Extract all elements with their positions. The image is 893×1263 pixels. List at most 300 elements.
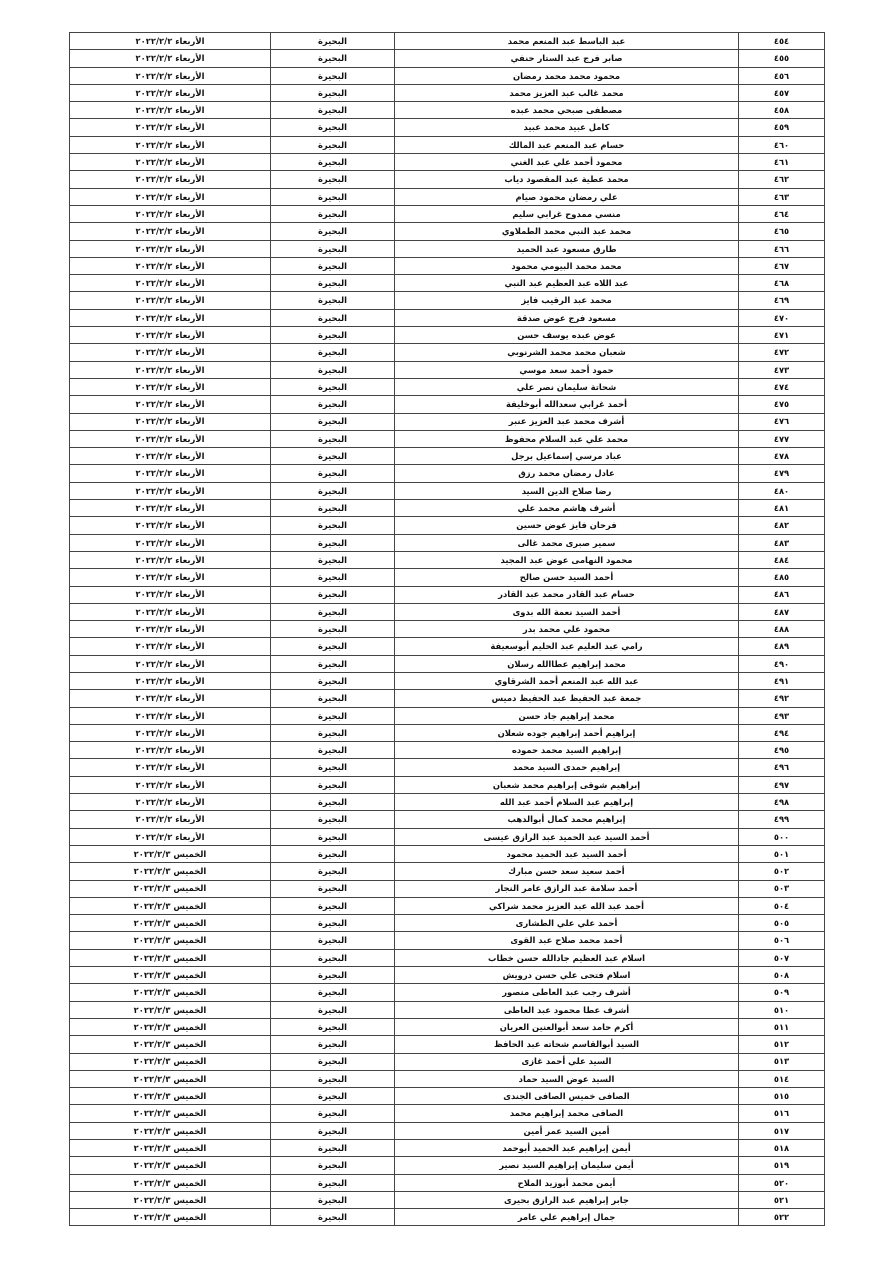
row-number-cell: ٤٨٧ (739, 603, 825, 620)
table-row (70, 1001, 825, 1018)
date-cell: الأربعاء ٢٠٢٢/٢/٢ (70, 67, 271, 84)
row-number-cell: ٤٦٥ (739, 223, 825, 240)
person-name-cell: عوض عبده يوسف حسن (395, 327, 739, 344)
table-row (70, 1191, 825, 1208)
table-row (70, 119, 825, 136)
row-number-cell: ٤٧٤ (739, 378, 825, 395)
person-name-cell: رضا صلاح الدين السيد (395, 482, 739, 499)
date-cell: الأربعاء ٢٠٢٢/٢/٢ (70, 344, 271, 361)
row-number-cell: ٥٠٢ (739, 863, 825, 880)
person-name-cell: فرحان فايز عوض حسين (395, 517, 739, 534)
governorate-cell: البحيرة (271, 551, 395, 568)
governorate-cell: البحيرة (271, 1070, 395, 1087)
governorate-cell: البحيرة (271, 396, 395, 413)
date-cell: الخميس ٢٠٢٢/٢/٣ (70, 880, 271, 897)
table-row (70, 759, 825, 776)
table-row (70, 690, 825, 707)
person-name-cell: أحمد عبد الله عبد العزيز محمد شراكي (395, 897, 739, 914)
governorate-cell: البحيرة (271, 776, 395, 793)
governorate-cell: البحيرة (271, 1140, 395, 1157)
row-number-cell: ٤٦٩ (739, 292, 825, 309)
governorate-cell: البحيرة (271, 119, 395, 136)
table-row (70, 897, 825, 914)
governorate-cell: البحيرة (271, 102, 395, 119)
row-number-cell: ٤٨٨ (739, 621, 825, 638)
date-cell: الخميس ٢٠٢٢/٢/٣ (70, 1122, 271, 1139)
table-row (70, 396, 825, 413)
table-row (70, 448, 825, 465)
governorate-cell: البحيرة (271, 655, 395, 672)
table-row (70, 361, 825, 378)
table-row (70, 776, 825, 793)
date-cell: الأربعاء ٢٠٢٢/٢/٢ (70, 430, 271, 447)
table-row (70, 102, 825, 119)
date-cell: الأربعاء ٢٠٢٢/٢/٢ (70, 569, 271, 586)
table-row (70, 932, 825, 949)
person-name-cell: السيد عوض السيد حماد (395, 1070, 739, 1087)
person-name-cell: أحمد السيد عبد الحميد محمود (395, 845, 739, 862)
date-cell: الخميس ٢٠٢٢/٢/٣ (70, 863, 271, 880)
table-row (70, 638, 825, 655)
governorate-cell: البحيرة (271, 205, 395, 222)
person-name-cell: أحمد السيد حسن صالح (395, 569, 739, 586)
table-row (70, 1036, 825, 1053)
date-cell: الأربعاء ٢٠٢٢/٢/٢ (70, 638, 271, 655)
date-cell: الأربعاء ٢٠٢٢/٢/٢ (70, 292, 271, 309)
row-number-cell: ٥١٥ (739, 1088, 825, 1105)
person-name-cell: محمود النهامى عوض عبد المجيد (395, 551, 739, 568)
table-row (70, 136, 825, 153)
person-name-cell: السيد علي أحمد غازى (395, 1053, 739, 1070)
row-number-cell: ٥١٦ (739, 1105, 825, 1122)
table-row (70, 949, 825, 966)
date-cell: الأربعاء ٢٠٢٢/٢/٢ (70, 586, 271, 603)
date-cell: الأربعاء ٢٠٢٢/٢/٢ (70, 482, 271, 499)
table-row (70, 1140, 825, 1157)
row-number-cell: ٤٩٠ (739, 655, 825, 672)
person-name-cell: محمود علي محمد بدر (395, 621, 739, 638)
governorate-cell: البحيرة (271, 759, 395, 776)
governorate-cell: البحيرة (271, 811, 395, 828)
row-number-cell: ٥١١ (739, 1018, 825, 1035)
governorate-cell: البحيرة (271, 67, 395, 84)
date-cell: الأربعاء ٢٠٢٢/٢/٢ (70, 84, 271, 101)
table-row (70, 863, 825, 880)
table-row (70, 880, 825, 897)
person-name-cell: عبد الله عبد المنعم أحمد الشرقاوي (395, 672, 739, 689)
person-name-cell: محمد إبراهيم عطاالله رسلان (395, 655, 739, 672)
governorate-cell: البحيرة (271, 932, 395, 949)
date-cell: الأربعاء ٢٠٢٢/٢/٢ (70, 413, 271, 430)
row-number-cell: ٤٧٥ (739, 396, 825, 413)
person-name-cell: اسلام عبد العظيم جادالله حسن خطاب (395, 949, 739, 966)
row-number-cell: ٤٨١ (739, 500, 825, 517)
person-name-cell: حمود أحمد سعد موسي (395, 361, 739, 378)
date-cell: الخميس ٢٠٢٢/٢/٣ (70, 1209, 271, 1226)
governorate-cell: البحيرة (271, 1001, 395, 1018)
person-name-cell: أشرف محمد عبد العزيز عنبر (395, 413, 739, 430)
table-row (70, 603, 825, 620)
person-name-cell: عبد اللاه عبد العظيم عبد النبي (395, 275, 739, 292)
governorate-cell: البحيرة (271, 361, 395, 378)
governorate-cell: البحيرة (271, 949, 395, 966)
governorate-cell: البحيرة (271, 223, 395, 240)
table-row (70, 482, 825, 499)
row-number-cell: ٥٠٨ (739, 967, 825, 984)
row-number-cell: ٤٧٢ (739, 344, 825, 361)
person-name-cell: شعبان محمد محمد الشرنوبي (395, 344, 739, 361)
row-number-cell: ٤٨٩ (739, 638, 825, 655)
governorate-cell: البحيرة (271, 1018, 395, 1035)
table-row (70, 84, 825, 101)
date-cell: الخميس ٢٠٢٢/٢/٣ (70, 845, 271, 862)
date-cell: الأربعاء ٢٠٢٢/٢/٢ (70, 448, 271, 465)
date-cell: الأربعاء ٢٠٢٢/٢/٢ (70, 794, 271, 811)
table-row (70, 33, 825, 50)
person-name-cell: أمين السيد عمر أمين (395, 1122, 739, 1139)
row-number-cell: ٤٧٩ (739, 465, 825, 482)
person-name-cell: أحمد محمد صلاح عبد القوى (395, 932, 739, 949)
row-number-cell: ٥٠٤ (739, 897, 825, 914)
table-row (70, 794, 825, 811)
person-name-cell: منسي ممدوح غرابي سليم (395, 205, 739, 222)
table-row (70, 205, 825, 222)
date-cell: الخميس ٢٠٢٢/٢/٣ (70, 1140, 271, 1157)
row-number-cell: ٤٨٦ (739, 586, 825, 603)
date-cell: الخميس ٢٠٢٢/٢/٣ (70, 984, 271, 1001)
person-name-cell: سمير صبرى محمد غالى (395, 534, 739, 551)
row-number-cell: ٥٠٣ (739, 880, 825, 897)
row-number-cell: ٤٥٥ (739, 50, 825, 67)
governorate-cell: البحيرة (271, 586, 395, 603)
governorate-cell: البحيرة (271, 482, 395, 499)
person-name-cell: مسعود فرج عوض صدقة (395, 309, 739, 326)
table-row (70, 1018, 825, 1035)
date-cell: الأربعاء ٢٠٢٢/٢/٢ (70, 500, 271, 517)
person-name-cell: أيمن محمد أبوزيد الملاح (395, 1174, 739, 1191)
row-number-cell: ٤٩٣ (739, 707, 825, 724)
row-number-cell: ٤٦٨ (739, 275, 825, 292)
table-row (70, 344, 825, 361)
person-name-cell: شحاتة سليمان نصر علي (395, 378, 739, 395)
row-number-cell: ٤٥٦ (739, 67, 825, 84)
person-name-cell: محمد عبد الرقيب فايز (395, 292, 739, 309)
row-number-cell: ٤٩٧ (739, 776, 825, 793)
governorate-cell: البحيرة (271, 33, 395, 50)
governorate-cell: البحيرة (271, 154, 395, 171)
date-cell: الأربعاء ٢٠٢٢/٢/٢ (70, 828, 271, 845)
date-cell: الأربعاء ٢٠٢٢/٢/٢ (70, 672, 271, 689)
row-number-cell: ٤٦٣ (739, 188, 825, 205)
row-number-cell: ٤٥٧ (739, 84, 825, 101)
row-number-cell: ٤٧٣ (739, 361, 825, 378)
governorate-cell: البحيرة (271, 880, 395, 897)
person-name-cell: أحمد السيد عبد الحميد عبد الرازق عيسى (395, 828, 739, 845)
person-name-cell: أشرف هاشم محمد علي (395, 500, 739, 517)
roster-table (69, 32, 825, 1226)
date-cell: الخميس ٢٠٢٢/٢/٣ (70, 1191, 271, 1208)
governorate-cell: البحيرة (271, 984, 395, 1001)
table-row (70, 655, 825, 672)
person-name-cell: إبراهيم حمدى السيد محمد (395, 759, 739, 776)
person-name-cell: محمد عطية عبد المقصود دياب (395, 171, 739, 188)
person-name-cell: إبراهيم عبد السلام أحمد عبد الله (395, 794, 739, 811)
row-number-cell: ٥١٧ (739, 1122, 825, 1139)
person-name-cell: إبراهيم محمد كمال أبوالدهب (395, 811, 739, 828)
date-cell: الخميس ٢٠٢٢/٢/٣ (70, 967, 271, 984)
table-row (70, 50, 825, 67)
row-number-cell: ٤٧٦ (739, 413, 825, 430)
row-number-cell: ٤٩٢ (739, 690, 825, 707)
date-cell: الأربعاء ٢٠٢٢/٢/٢ (70, 396, 271, 413)
row-number-cell: ٥٠٥ (739, 915, 825, 932)
row-number-cell: ٥١٢ (739, 1036, 825, 1053)
table-row (70, 275, 825, 292)
governorate-cell: البحيرة (271, 534, 395, 551)
date-cell: الخميس ٢٠٢٢/٢/٣ (70, 915, 271, 932)
table-row (70, 1157, 825, 1174)
date-cell: الأربعاء ٢٠٢٢/٢/٢ (70, 534, 271, 551)
person-name-cell: إبراهيم شوقى إبراهيم محمد شعبان (395, 776, 739, 793)
row-number-cell: ٥٠١ (739, 845, 825, 862)
date-cell: الخميس ٢٠٢٢/٢/٣ (70, 932, 271, 949)
governorate-cell: البحيرة (271, 430, 395, 447)
governorate-cell: البحيرة (271, 500, 395, 517)
person-name-cell: أيمن إبراهيم عبد الحميد أبوحمد (395, 1140, 739, 1157)
date-cell: الأربعاء ٢٠٢٢/٢/٢ (70, 275, 271, 292)
row-number-cell: ٤٩٦ (739, 759, 825, 776)
date-cell: الأربعاء ٢٠٢٢/٢/٢ (70, 309, 271, 326)
row-number-cell: ٥٠٠ (739, 828, 825, 845)
table-row (70, 517, 825, 534)
table-row (70, 534, 825, 551)
table-row (70, 551, 825, 568)
person-name-cell: محمد غالب عبد العزيز محمد (395, 84, 739, 101)
governorate-cell: البحيرة (271, 292, 395, 309)
date-cell: الأربعاء ٢٠٢٢/٢/٢ (70, 136, 271, 153)
person-name-cell: محمد عبد النبي محمد الطملاوي (395, 223, 739, 240)
row-number-cell: ٤٨٣ (739, 534, 825, 551)
table-row (70, 292, 825, 309)
governorate-cell: البحيرة (271, 690, 395, 707)
governorate-cell: البحيرة (271, 897, 395, 914)
person-name-cell: أحمد غرابي سعدالله أبوخليفة (395, 396, 739, 413)
date-cell: الخميس ٢٠٢٢/٢/٣ (70, 1001, 271, 1018)
table-row (70, 967, 825, 984)
table-row (70, 915, 825, 932)
governorate-cell: البحيرة (271, 136, 395, 153)
date-cell: الأربعاء ٢٠٢٢/٢/٢ (70, 621, 271, 638)
table-row (70, 1053, 825, 1070)
governorate-cell: البحيرة (271, 275, 395, 292)
date-cell: الأربعاء ٢٠٢٢/٢/٢ (70, 361, 271, 378)
row-number-cell: ٤٥٨ (739, 102, 825, 119)
date-cell: الخميس ٢٠٢٢/٢/٣ (70, 1018, 271, 1035)
table-row (70, 257, 825, 274)
governorate-cell: البحيرة (271, 1105, 395, 1122)
date-cell: الأربعاء ٢٠٢٢/٢/٢ (70, 327, 271, 344)
row-number-cell: ٥١٣ (739, 1053, 825, 1070)
table-row (70, 1105, 825, 1122)
table-row (70, 67, 825, 84)
date-cell: الأربعاء ٢٠٢٢/٢/٢ (70, 742, 271, 759)
governorate-cell: البحيرة (271, 967, 395, 984)
row-number-cell: ٤٦٢ (739, 171, 825, 188)
row-number-cell: ٤٦١ (739, 154, 825, 171)
table-row (70, 430, 825, 447)
governorate-cell: البحيرة (271, 188, 395, 205)
date-cell: الأربعاء ٢٠٢٢/٢/٢ (70, 171, 271, 188)
governorate-cell: البحيرة (271, 171, 395, 188)
date-cell: الأربعاء ٢٠٢٢/٢/٢ (70, 707, 271, 724)
date-cell: الخميس ٢٠٢٢/٢/٣ (70, 897, 271, 914)
person-name-cell: أحمد السيد نعمة الله بدوى (395, 603, 739, 620)
governorate-cell: البحيرة (271, 1036, 395, 1053)
governorate-cell: البحيرة (271, 863, 395, 880)
table-row (70, 724, 825, 741)
governorate-cell: البحيرة (271, 465, 395, 482)
governorate-cell: البحيرة (271, 327, 395, 344)
date-cell: الأربعاء ٢٠٢٢/٢/٢ (70, 378, 271, 395)
governorate-cell: البحيرة (271, 309, 395, 326)
table-row (70, 845, 825, 862)
date-cell: الخميس ٢٠٢٢/٢/٣ (70, 949, 271, 966)
date-cell: الأربعاء ٢٠٢٢/٢/٢ (70, 223, 271, 240)
governorate-cell: البحيرة (271, 794, 395, 811)
date-cell: الخميس ٢٠٢٢/٢/٣ (70, 1157, 271, 1174)
person-name-cell: حسام عبد القادر محمد عبد القادر (395, 586, 739, 603)
governorate-cell: البحيرة (271, 672, 395, 689)
person-name-cell: مصطفى صبحي محمد عبده (395, 102, 739, 119)
person-name-cell: رامي عبد العليم عبد الحليم أبوسعيفة (395, 638, 739, 655)
date-cell: الأربعاء ٢٠٢٢/٢/٢ (70, 119, 271, 136)
row-number-cell: ٤٧٧ (739, 430, 825, 447)
date-cell: الأربعاء ٢٠٢٢/٢/٢ (70, 811, 271, 828)
date-cell: الأربعاء ٢٠٢٢/٢/٢ (70, 776, 271, 793)
roster-body (70, 33, 825, 1226)
table-row (70, 413, 825, 430)
row-number-cell: ٥١٠ (739, 1001, 825, 1018)
date-cell: الخميس ٢٠٢٢/٢/٣ (70, 1088, 271, 1105)
person-name-cell: الصافى خميس الصافى الجندى (395, 1088, 739, 1105)
date-cell: الأربعاء ٢٠٢٢/٢/٢ (70, 205, 271, 222)
row-number-cell: ٥٠٦ (739, 932, 825, 949)
governorate-cell: البحيرة (271, 621, 395, 638)
row-number-cell: ٤٨٥ (739, 569, 825, 586)
governorate-cell: البحيرة (271, 1209, 395, 1226)
person-name-cell: إبراهيم أحمد إبراهيم جوده شعلان (395, 724, 739, 741)
person-name-cell: جمال إبراهيم علي عامر (395, 1209, 739, 1226)
governorate-cell: البحيرة (271, 724, 395, 741)
date-cell: الأربعاء ٢٠٢٢/٢/٢ (70, 188, 271, 205)
governorate-cell: البحيرة (271, 50, 395, 67)
person-name-cell: حسام عبد المنعم عبد المالك (395, 136, 739, 153)
governorate-cell: البحيرة (271, 638, 395, 655)
row-number-cell: ٥١٤ (739, 1070, 825, 1087)
governorate-cell: البحيرة (271, 344, 395, 361)
person-name-cell: عباد مرسي إسماعيل برجل (395, 448, 739, 465)
person-name-cell: محمد علي عبد السلام محفوظ (395, 430, 739, 447)
date-cell: الأربعاء ٢٠٢٢/٢/٢ (70, 517, 271, 534)
table-row (70, 500, 825, 517)
person-name-cell: علي رمضان محمود صيام (395, 188, 739, 205)
governorate-cell: البحيرة (271, 240, 395, 257)
date-cell: الخميس ٢٠٢٢/٢/٣ (70, 1105, 271, 1122)
person-name-cell: أحمد سعيد سعد حسن مبارك (395, 863, 739, 880)
date-cell: الأربعاء ٢٠٢٢/٢/٢ (70, 551, 271, 568)
person-name-cell: عبد الباسط عبد المنعم محمد (395, 33, 739, 50)
date-cell: الأربعاء ٢٠٢٢/٢/٢ (70, 257, 271, 274)
row-number-cell: ٤٦٦ (739, 240, 825, 257)
table-row (70, 984, 825, 1001)
person-name-cell: صابر فرج عبد الستار حنفي (395, 50, 739, 67)
row-number-cell: ٤٩٩ (739, 811, 825, 828)
governorate-cell: البحيرة (271, 1053, 395, 1070)
date-cell: الأربعاء ٢٠٢٢/٢/٢ (70, 655, 271, 672)
governorate-cell: البحيرة (271, 1174, 395, 1191)
governorate-cell: البحيرة (271, 828, 395, 845)
person-name-cell: أحمد علي علي الطشارى (395, 915, 739, 932)
date-cell: الخميس ٢٠٢٢/٢/٣ (70, 1174, 271, 1191)
governorate-cell: البحيرة (271, 915, 395, 932)
row-number-cell: ٤٨٤ (739, 551, 825, 568)
person-name-cell: محمد محمد البيومي محمود (395, 257, 739, 274)
governorate-cell: البحيرة (271, 1191, 395, 1208)
row-number-cell: ٥١٨ (739, 1140, 825, 1157)
row-number-cell: ٤٩٥ (739, 742, 825, 759)
row-number-cell: ٥٠٩ (739, 984, 825, 1001)
date-cell: الأربعاء ٢٠٢٢/٢/٢ (70, 690, 271, 707)
row-number-cell: ٥٢٢ (739, 1209, 825, 1226)
table-row (70, 828, 825, 845)
row-number-cell: ٤٧٨ (739, 448, 825, 465)
table-row (70, 171, 825, 188)
person-name-cell: أكرم حامد سعد أبوالعنين العريان (395, 1018, 739, 1035)
governorate-cell: البحيرة (271, 569, 395, 586)
row-number-cell: ٤٦٧ (739, 257, 825, 274)
table-row (70, 742, 825, 759)
person-name-cell: عادل رمضان محمد رزق (395, 465, 739, 482)
row-number-cell: ٤٩١ (739, 672, 825, 689)
person-name-cell: اسلام فتحى علي حسن درويش (395, 967, 739, 984)
person-name-cell: محمد إبراهيم جاد حسن (395, 707, 739, 724)
person-name-cell: محمود محمد محمد رمضان (395, 67, 739, 84)
date-cell: الأربعاء ٢٠٢٢/٢/٢ (70, 50, 271, 67)
person-name-cell: كامل عبيد محمد عبيد (395, 119, 739, 136)
person-name-cell: محمود أحمد علي عبد الغني (395, 154, 739, 171)
date-cell: الأربعاء ٢٠٢٢/٢/٢ (70, 102, 271, 119)
date-cell: الأربعاء ٢٠٢٢/٢/٢ (70, 240, 271, 257)
governorate-cell: البحيرة (271, 742, 395, 759)
row-number-cell: ٤٥٩ (739, 119, 825, 136)
row-number-cell: ٥٠٧ (739, 949, 825, 966)
table-row (70, 1088, 825, 1105)
person-name-cell: أحمد سلامة عبد الرازق عامر النجار (395, 880, 739, 897)
table-row (70, 309, 825, 326)
row-number-cell: ٤٩٨ (739, 794, 825, 811)
governorate-cell: البحيرة (271, 517, 395, 534)
table-row (70, 465, 825, 482)
row-number-cell: ٤٨٠ (739, 482, 825, 499)
governorate-cell: البحيرة (271, 707, 395, 724)
governorate-cell: البحيرة (271, 845, 395, 862)
person-name-cell: جمعة عبد الحفيظ عبد الحفيظ دميس (395, 690, 739, 707)
person-name-cell: أشرف رجب عبد العاطى منصور (395, 984, 739, 1001)
table-row (70, 1070, 825, 1087)
governorate-cell: البحيرة (271, 84, 395, 101)
table-row (70, 621, 825, 638)
person-name-cell: طارق مسعود عبد الحميد (395, 240, 739, 257)
